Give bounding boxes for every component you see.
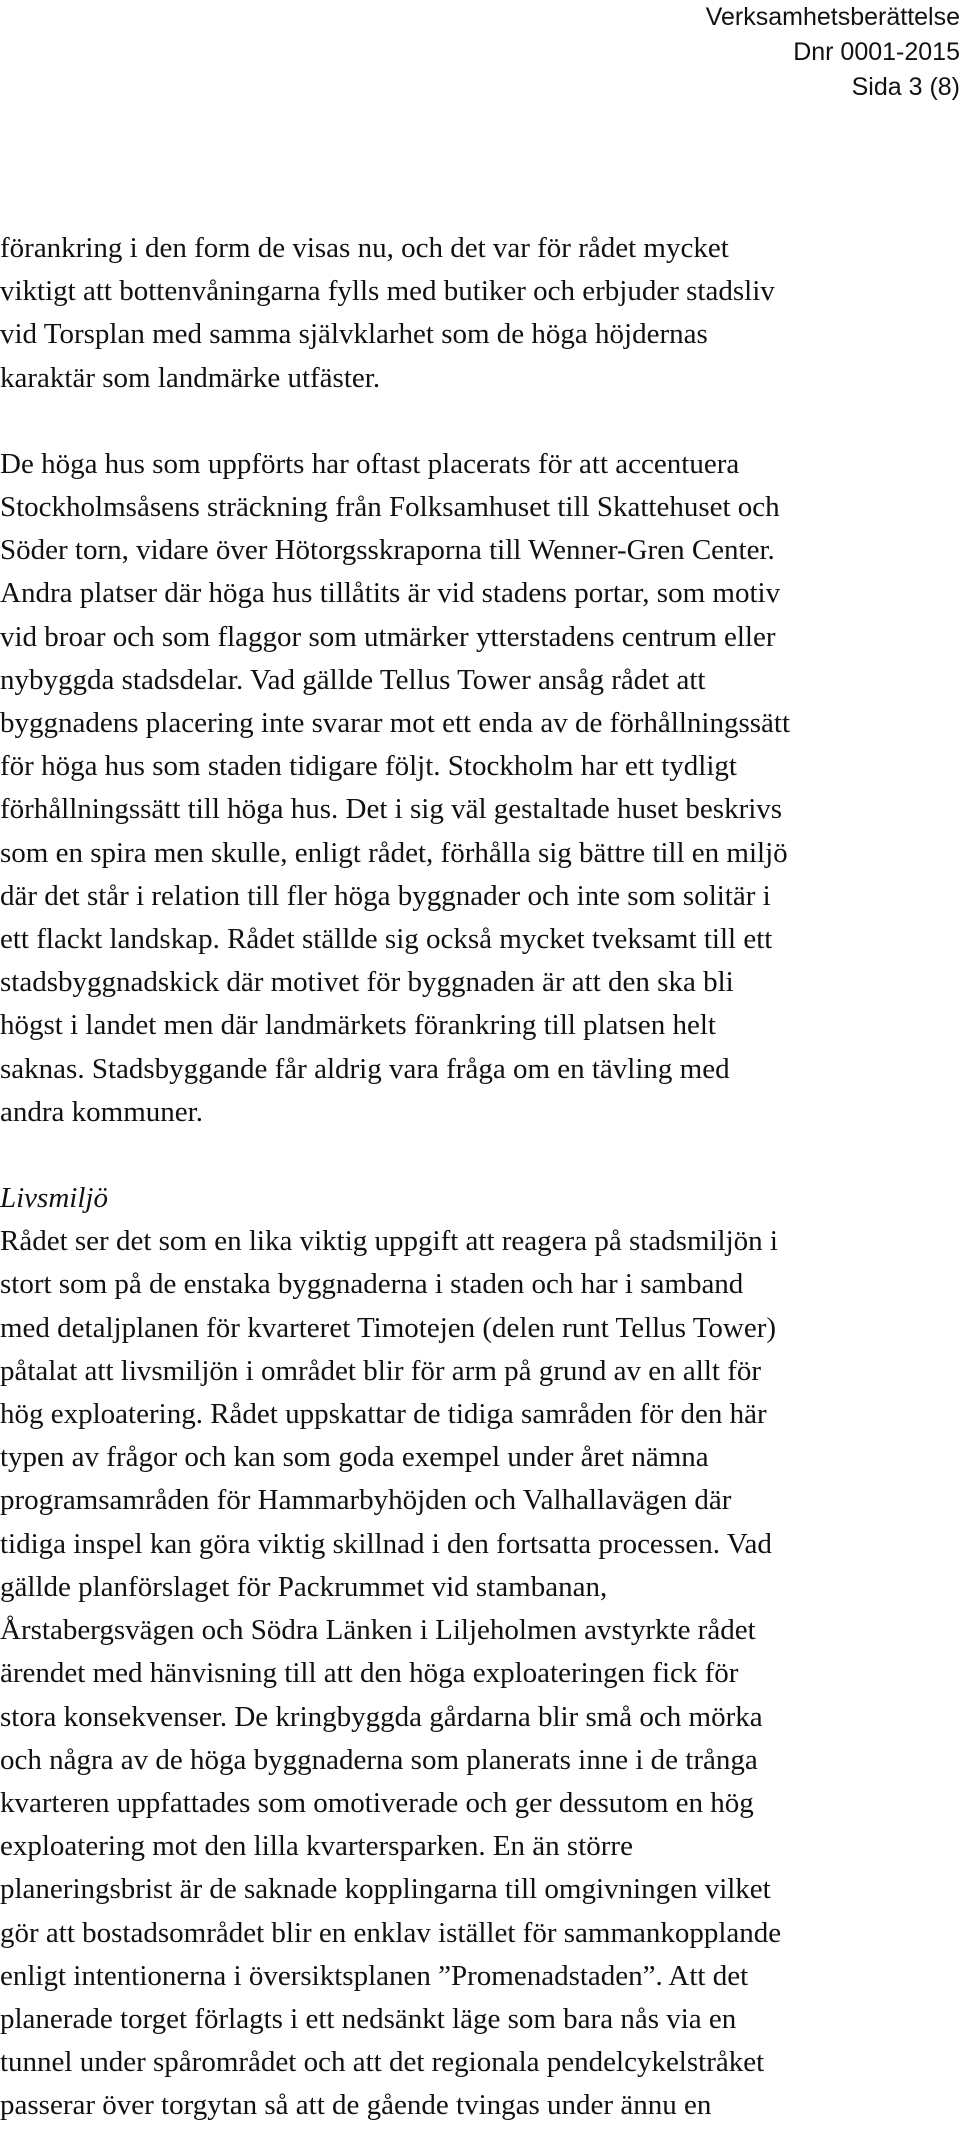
text-line: med detaljplanen för kvarteret Timotejen (delen runt Tellus Tower)	[0, 1311, 777, 1344]
text-line: enligt intentionerna i översiktsplanen ”Promenadstaden”. Att det	[0, 1959, 749, 1992]
text-line: saknas. Stadsbyggande får aldrig vara fråga om en tävling med	[0, 1052, 730, 1085]
text-line: och några av de höga byggnaderna som planerats inne i de trånga	[0, 1743, 758, 1776]
paragraph-2	[0, 443, 958, 1134]
text-line: programsamråden för Hammarbyhöjden och Valhallavägen där	[0, 1484, 732, 1517]
document-number: Dnr 0001-2015	[793, 38, 960, 66]
document-type: Verksamhetsberättelse	[705, 3, 960, 31]
text-line: Årstabergsvägen och Södra Länken i Liljeholmen avstyrkte rådet	[0, 1614, 756, 1647]
text-line: gör att bostadsområdet blir en enklav istället för sammankopplande	[0, 1916, 782, 1949]
text-line: hög exploatering. Rådet uppskattar de tidiga samråden för den här	[0, 1398, 767, 1431]
text-line: för höga hus som staden tidigare följt. Stockholm har ett tydligt	[0, 750, 737, 783]
text-line: planeringsbrist är de saknade kopplingarna till omgivningen vilket	[0, 1873, 771, 1906]
text-line: Rådet ser det som en lika viktig uppgift att reagera på stadsmiljön i	[0, 1225, 778, 1258]
text-line: byggnadens placering inte svarar mot ett enda av de förhållningssätt	[0, 707, 790, 740]
text-line: ärendet med hänvisning till att den höga exploateringen fick för	[0, 1657, 739, 1690]
text-line: Stockholmsåsens sträckning från Folksamhuset till Skattehuset och	[0, 491, 780, 524]
text-line: karaktär som landmärke utfäster.	[0, 361, 381, 394]
text-line: förankring i den form de visas nu, och det var för rådet mycket	[0, 232, 729, 264]
text-line: viktigt att bottenvåningarna fylls med butiker och erbjuder stadsliv	[0, 275, 775, 308]
text-line: där det står i relation till fler höga byggnader och inte som solitär i	[0, 879, 771, 912]
text-line: påtalat att livsmiljön i området blir för arm på grund av en allt för	[0, 1354, 762, 1387]
text-line: stort som på de enstaka byggnaderna i staden och har i samband	[0, 1268, 744, 1301]
text-line: vid Torsplan med samma självklarhet som de höga höjdernas	[0, 318, 708, 351]
section-heading: Livsmiljö	[0, 1182, 108, 1215]
text-line: nybyggda stadsdelar. Vad gällde Tellus Tower ansåg rådet att	[0, 663, 706, 696]
text-line: De höga hus som uppförts har oftast placerats för att accentuera	[0, 447, 740, 480]
text-line: ett flackt landskap. Rådet ställde sig också mycket tveksamt till ett	[0, 923, 773, 956]
text-line: Andra platser där höga hus tillåtits är vid stadens portar, som motiv	[0, 577, 781, 610]
paragraph-1	[0, 227, 958, 400]
text-line: gällde planförslaget för Packrummet vid stambanan,	[0, 1570, 608, 1603]
document-body	[0, 227, 958, 2128]
text-line: stora konsekvenser. De kringbyggda gårdarna blir små och mörka	[0, 1700, 763, 1733]
text-line: Söder torn, vidare över Hötorgsskraporna till Wenner-Gren Center.	[0, 534, 775, 567]
text-line: exploatering mot den lilla kvartersparken. En än större	[0, 1830, 633, 1863]
page-header	[706, 0, 960, 105]
text-line: vid broar och som flaggor som utmärker ytterstadens centrum eller	[0, 620, 776, 653]
page-number: Sida 3 (8)	[851, 73, 960, 101]
text-line: planerade torget förlagts i ett nedsänkt läge som bara nås via en	[0, 2002, 737, 2035]
text-line: förhållningssätt till höga hus. Det i sig väl gestaltade huset beskrivs	[0, 793, 783, 826]
paragraph-3	[0, 1220, 958, 2127]
text-line: kvarteren uppfattades som omotiverade och ger dessutom en hög	[0, 1786, 754, 1819]
text-line: tidiga inspel kan göra viktig skillnad i den fortsatta processen. Vad	[0, 1527, 772, 1560]
text-line: som en spira men skulle, enligt rådet, förhålla sig bättre till en miljö	[0, 836, 788, 869]
text-line: högst i landet men där landmärkets förankring till platsen helt	[0, 1009, 716, 1042]
text-line: stadsbyggnadskick där motivet för byggnaden är att den ska bli	[0, 966, 734, 999]
text-line: andra kommuner.	[0, 1095, 203, 1128]
text-line: passerar över torgytan så att de gående tvingas under ännu en	[0, 2089, 712, 2122]
text-line: typen av frågor och kan som goda exempel under året nämna	[0, 1441, 709, 1474]
text-line: tunnel under spårområdet och att det regionala pendelcykelstråket	[0, 2046, 765, 2079]
